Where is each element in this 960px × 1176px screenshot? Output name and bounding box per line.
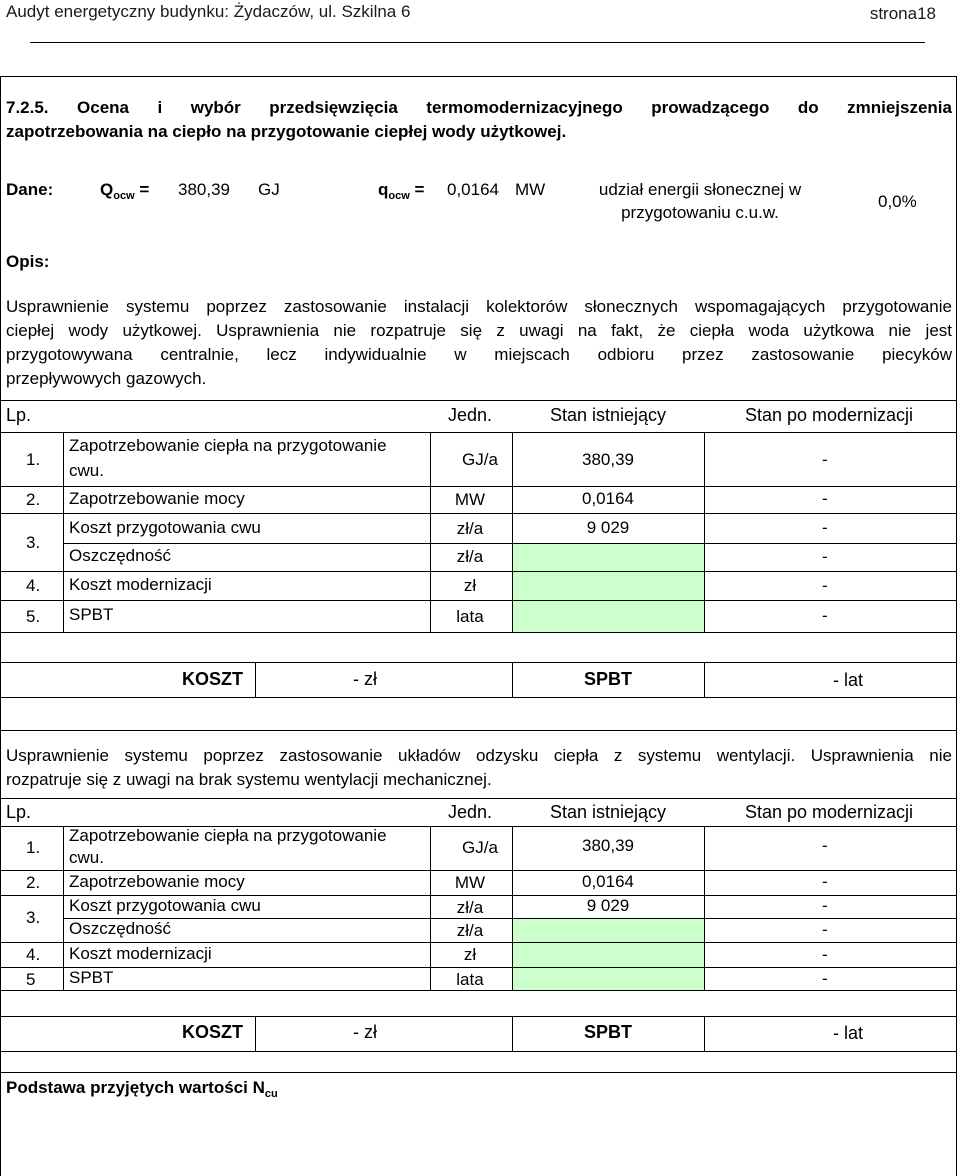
v1-row3-unit: zł/a [456,519,484,538]
v2-row5-unit: lata [456,970,484,989]
section-title-line2: zapotrzebowania na ciepło na przygotowanie ciepłej wody użytkowej. [6,122,567,141]
v1-header-modern: Stan po modernizacji [744,405,914,425]
v1-header-existing: Stan istniejący [549,405,667,425]
v1-row3b-unit: zł/a [456,547,484,566]
section-title-line1: 7.2.5. Ocena i wybór przedsięwzięcia termomodernizacyjnego prowadzącego do zmniejszenia [6,98,952,117]
v1-header-unit: Jedn. [447,405,493,425]
v1-row2-unit: MW [454,490,486,509]
header-rule [30,42,925,43]
v1-row5-modern: - [822,606,828,625]
solar-share-label-line2: przygotowaniu c.u.w. [621,203,779,222]
v2-header-modern: Stan po modernizacji [744,802,914,822]
variant2-desc-line2: rozpatruje się z uwagi na brak systemu wentylacji mechanicznej. [6,770,492,789]
v1-row3b-modern: - [822,547,828,566]
Q-equals: = [139,180,150,199]
v2-row3b-name: Oszczędność [69,919,172,938]
v1-row3-existing: 9 029 [586,518,630,537]
v1-row1-modern: - [822,450,828,469]
q-ocw-label [378,180,424,202]
v2-row2-lp: 2. [26,873,41,892]
v1-row2-existing: 0,0164 [582,489,634,508]
basis-label-text: Podstawa przyjętych wartości N [6,1078,265,1097]
q-symbol: q [378,180,389,199]
q-subscript: ocw [388,190,410,202]
v1-summary-cost-label: KOSZT [182,669,243,689]
variant1-desc-line3: przygotowywana centralnie, lecz indywidualnie w miejscach odbioru przez zastosowanie piecyków [6,345,952,364]
variant1-desc-line4: przepływowych gazowych. [6,369,207,388]
Q-symbol: Q [100,180,114,199]
v2-row3-lp: 3. [26,908,41,927]
v1-row4-unit: zł [463,576,477,595]
v1-summary-spbt-label: SPBT [583,669,632,689]
section-title [6,96,952,144]
v2-row1-name1: Zapotrzebowanie ciepła na przygotowanie [69,826,387,845]
v2-row5-modern: - [822,969,828,988]
v1-summary-spbt-value: - lat [833,670,864,690]
v2-cost-existing-input[interactable] [513,943,704,967]
v1-row2-name: Zapotrzebowanie mocy [69,489,245,508]
solar-share-label-line1: udział energii słonecznej w [598,180,802,199]
basis-label-subscript: cu [264,1088,278,1100]
v1-row1-name2: cwu. [69,461,104,480]
v2-summary-spbt-value: - lat [833,1023,864,1043]
v2-row3-name: Koszt przygotowania cwu [69,896,261,915]
v2-spbt-existing-input[interactable] [513,968,704,990]
Q-subscript: ocw [113,190,135,202]
v2-row4-unit: zł [463,945,477,964]
q-ocw-value: 0,0164 [447,180,499,199]
v2-row4-name: Koszt modernizacji [69,944,212,963]
v1-summary-cost-value: - zł [353,669,377,689]
v1-row4-name: Koszt modernizacji [69,575,212,594]
variant2-desc-line1: Usprawnienie systemu poprzez zastosowanie układów odzysku ciepła z systemu wentylacji. Usprawnienia nie [6,746,952,765]
v1-row2-lp: 2. [26,490,41,509]
v2-row3-modern: - [822,896,828,915]
v2-row2-existing: 0,0164 [582,872,634,891]
v1-header-lp: Lp. [6,405,32,425]
q-ocw-unit: MW [515,180,546,199]
v1-row4-lp: 4. [26,576,41,595]
v1-row5-name: SPBT [69,605,114,624]
v1-spbt-existing-input[interactable] [513,601,704,632]
v2-header-existing: Stan istniejący [549,802,667,822]
v2-row3-existing: 9 029 [586,896,630,915]
v2-summary-cost-value: - zł [353,1022,377,1042]
v2-row3-unit: zł/a [456,898,484,917]
v1-row2-modern: - [822,489,828,508]
v2-row2-unit: MW [454,873,486,892]
Q-ocw-unit: GJ [258,180,280,199]
v2-header-unit: Jedn. [447,802,493,822]
v1-row3-modern: - [822,518,828,537]
v2-summary-cost-label: KOSZT [182,1022,243,1042]
v1-row1-name1: Zapotrzebowanie ciepła na przygotowanie [69,436,387,455]
v1-cost-existing-input[interactable] [513,572,704,600]
v2-row2-name: Zapotrzebowanie mocy [69,872,245,891]
v2-row4-modern: - [822,945,828,964]
v2-row4-lp: 4. [26,945,41,964]
solar-share-value: 0,0% [878,192,917,211]
q-equals: = [414,180,425,199]
v1-row1-lp: 1. [26,450,41,469]
v2-header-lp: Lp. [6,802,32,822]
v1-row3-name: Koszt przygotowania cwu [69,518,261,537]
v2-row1-modern: - [822,836,828,855]
v2-row3b-modern: - [822,920,828,939]
variant2-description [6,744,952,792]
v2-row5-name: SPBT [69,968,114,987]
v2-row5-lp: 5 [26,970,36,989]
basis-label [6,1078,278,1100]
Q-ocw-label [100,180,149,202]
v1-row4-modern: - [822,576,828,595]
v1-savings-existing-input[interactable] [513,544,704,571]
variant1-description [6,295,952,391]
v1-row3-lp: 3. [26,533,41,552]
v1-row5-unit: lata [456,607,484,626]
v2-row1-unit: GJ/a [462,838,498,857]
v2-row1-existing: 380,39 [582,836,634,855]
opis-label: Opis: [6,252,50,271]
dane-label: Dane: [6,180,54,199]
v1-row5-lp: 5. [26,607,41,626]
v2-row1-name2: cwu. [69,848,104,867]
v1-row3b-name: Oszczędność [69,546,172,565]
variant1-desc-line1: Usprawnienie systemu poprzez zastosowanie instalacji kolektorów słonecznych wspomagających przygotowanie [6,297,952,316]
v2-row3b-unit: zł/a [456,921,484,940]
page-number: strona18 [869,4,936,23]
document-header-title: Audyt energetyczny budynku: Żydaczów, ul. Szkilna 6 [6,2,411,21]
v2-savings-existing-input[interactable] [513,919,704,942]
v2-row1-lp: 1. [26,838,41,857]
v2-row2-modern: - [822,872,828,891]
variant1-desc-line2: ciepłej wody użytkowej. Usprawnienia nie rozpatruje się z uwagi na fakt, że ciepła woda użytkowa nie jest [6,321,952,340]
v1-row1-unit: GJ/a [462,450,498,469]
v2-summary-spbt-label: SPBT [583,1022,632,1042]
v1-row1-existing: 380,39 [582,450,634,469]
Q-ocw-value: 380,39 [178,180,230,199]
